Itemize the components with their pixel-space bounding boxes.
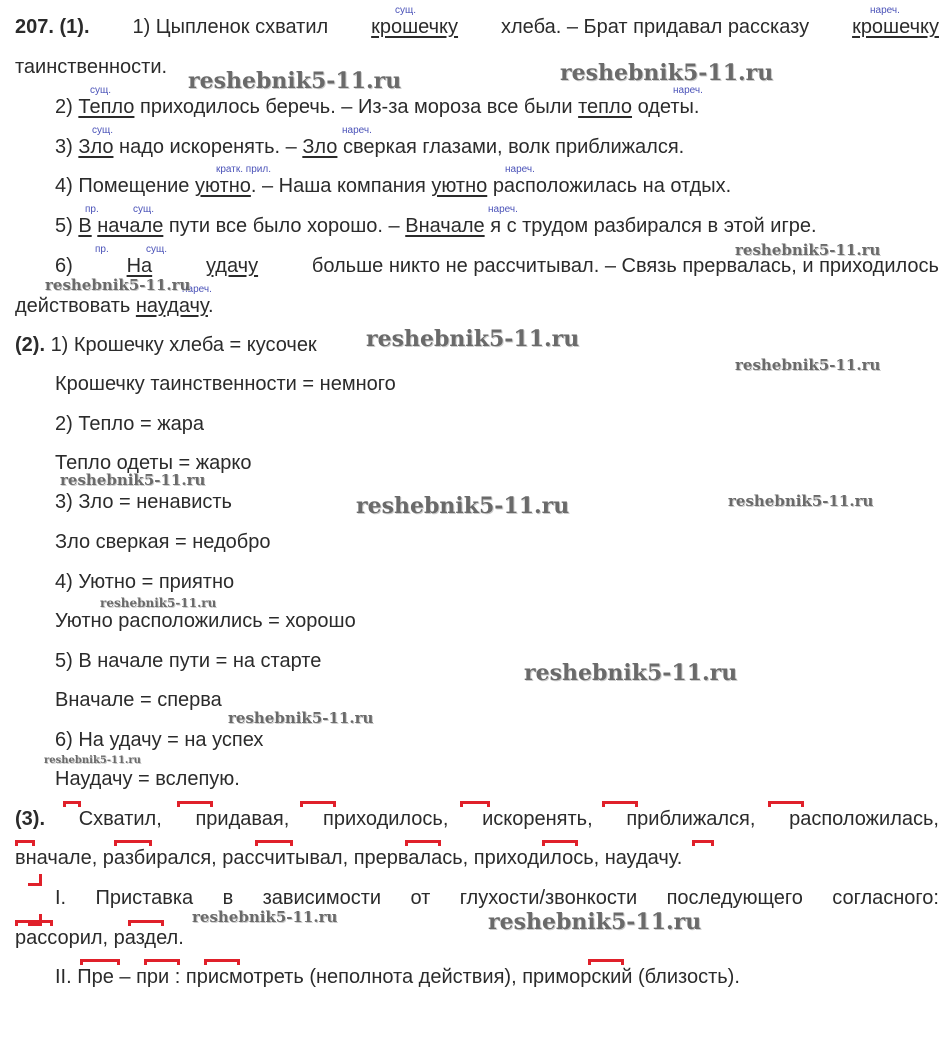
prefix-mark [602, 801, 638, 807]
annotation-adverb: нареч. [673, 85, 703, 96]
watermark: reshebnik5-11.ru [188, 68, 402, 94]
watermark: reshebnik5-11.ru [44, 755, 141, 766]
prefix-words-line-2: вначале, разбирался, рассчитывал, прервалась, приходилось, наудачу. [15, 847, 683, 869]
prefix-mark [144, 959, 180, 965]
part-3-label: (3). [15, 808, 45, 830]
annotation-adverb: нареч. [505, 164, 535, 175]
prefix-mark [255, 840, 293, 846]
watermark: reshebnik5-11.ru [45, 276, 191, 294]
s1-word-noun: крошечку [371, 16, 459, 38]
annotation-short-adjective: кратк. прил. [216, 164, 271, 175]
sentence-6-line-1: 6) На удачу больше никто не рассчитывал. – Связь прервалась, и приходилось [55, 255, 939, 277]
watermark: reshebnik5-11.ru [100, 596, 217, 610]
synonym-5: 3) Зло = ненависть [55, 491, 232, 513]
annotation-noun: сущ. [146, 244, 168, 255]
prefix-mark [128, 920, 164, 926]
watermark: reshebnik5-11.ru [524, 660, 738, 686]
prefix-mark [80, 959, 120, 965]
annotation-preposition: пр. [95, 244, 109, 255]
prefix-mark [177, 801, 213, 807]
annotation-noun: сущ. [395, 5, 417, 16]
synonym-7: 4) Уютно = приятно [55, 571, 235, 593]
prefix-mark [460, 801, 490, 807]
annotation-adverb: нареч. [342, 125, 372, 136]
watermark: reshebnik5-11.ru [356, 493, 570, 519]
annotation-noun: сущ. [90, 85, 112, 96]
synonym-4: Тепло одеты = жарко [55, 452, 252, 474]
prefix-mark [405, 840, 441, 846]
rule-2: II. Пре – при : присмотреть (неполнота действия), приморский (близость). [55, 966, 740, 988]
rule-1-line-1: I. Приставка в зависимости от глухости/звонкости последующего согласного: [55, 887, 939, 909]
synonym-11: 6) На удачу = на успех [55, 729, 264, 751]
s1-text-a: 1) Цыпленок схватил [132, 16, 329, 38]
rule-1-examples: рассорил, раздел. [15, 927, 184, 949]
synonym-3: 2) Тепло = жара [55, 413, 204, 435]
watermark: reshebnik5-11.ru [735, 241, 881, 259]
annotation-preposition: пр. [85, 204, 99, 215]
synonym-6: Зло сверкая = недобро [55, 531, 271, 553]
ending-mark [28, 914, 42, 926]
annotation-noun: сущ. [92, 125, 114, 136]
sentence-2: 2) Тепло приходилось беречь. – Из-за мороза все были тепло одеты. [55, 96, 700, 118]
sentence-1-line-2: таинственности. [15, 56, 168, 78]
synonym-1: (2). 1) Крошечку хлеба = кусочек [15, 334, 317, 356]
annotation-adverb: нареч. [488, 204, 518, 215]
prefix-mark [692, 840, 714, 846]
synonym-10: Вначале = сперва [55, 689, 222, 711]
watermark: reshebnik5-11.ru [192, 908, 338, 926]
prefix-mark [15, 840, 35, 846]
sentence-4: 4) Помещение уютно. – Наша компания уютно расположилась на отдых. [55, 175, 732, 197]
watermark: reshebnik5-11.ru [366, 326, 580, 352]
part-1-label: (1). [59, 16, 90, 38]
watermark: reshebnik5-11.ru [228, 709, 374, 727]
watermark: reshebnik5-11.ru [728, 492, 874, 510]
sentence-3: 3) Зло надо искоренять. – Зло сверкая глазами, волк приближался. [55, 136, 685, 158]
prefix-mark [204, 959, 240, 965]
annotation-adverb: нареч. [870, 5, 900, 16]
exercise-number: 207. [15, 16, 54, 38]
s1-word-adv: крошечку [852, 16, 939, 38]
annotation-noun: сущ. [133, 204, 155, 215]
prefix-mark [768, 801, 804, 807]
prefix-words-line-1: (3). Схватил, придавая, приходилось, искоренять, приближался, расположилась, [15, 808, 939, 830]
watermark: reshebnik5-11.ru [735, 356, 881, 374]
prefix-mark [114, 840, 152, 846]
prefix-mark [63, 801, 81, 807]
synonym-9: 5) В начале пути = на старте [55, 650, 322, 672]
synonym-12: Наудачу = вслепую. [55, 768, 240, 790]
sentence-1-line-1 [15, 15, 939, 39]
sentence-5: 5) В начале пути все было хорошо. – Вначале я с трудом разбирался в этой игре. [55, 215, 817, 237]
prefix-mark [542, 840, 578, 846]
watermark: reshebnik5-11.ru [60, 471, 206, 489]
s1-text-c: хлеба. – Брат придавал рассказу [501, 16, 810, 38]
prefix-mark [300, 801, 336, 807]
watermark: reshebnik5-11.ru [488, 909, 702, 935]
annotation-adverb: нареч. [182, 284, 212, 295]
synonym-2: Крошечку таинственности = немного [55, 373, 396, 395]
watermark: reshebnik5-11.ru [560, 60, 774, 86]
sentence-6-line-2: действовать наудачу. [15, 295, 214, 317]
ending-mark [28, 874, 42, 886]
part-2-label: (2). [15, 334, 45, 356]
synonym-8: Уютно расположились = хорошо [55, 610, 356, 632]
prefix-mark [588, 959, 624, 965]
